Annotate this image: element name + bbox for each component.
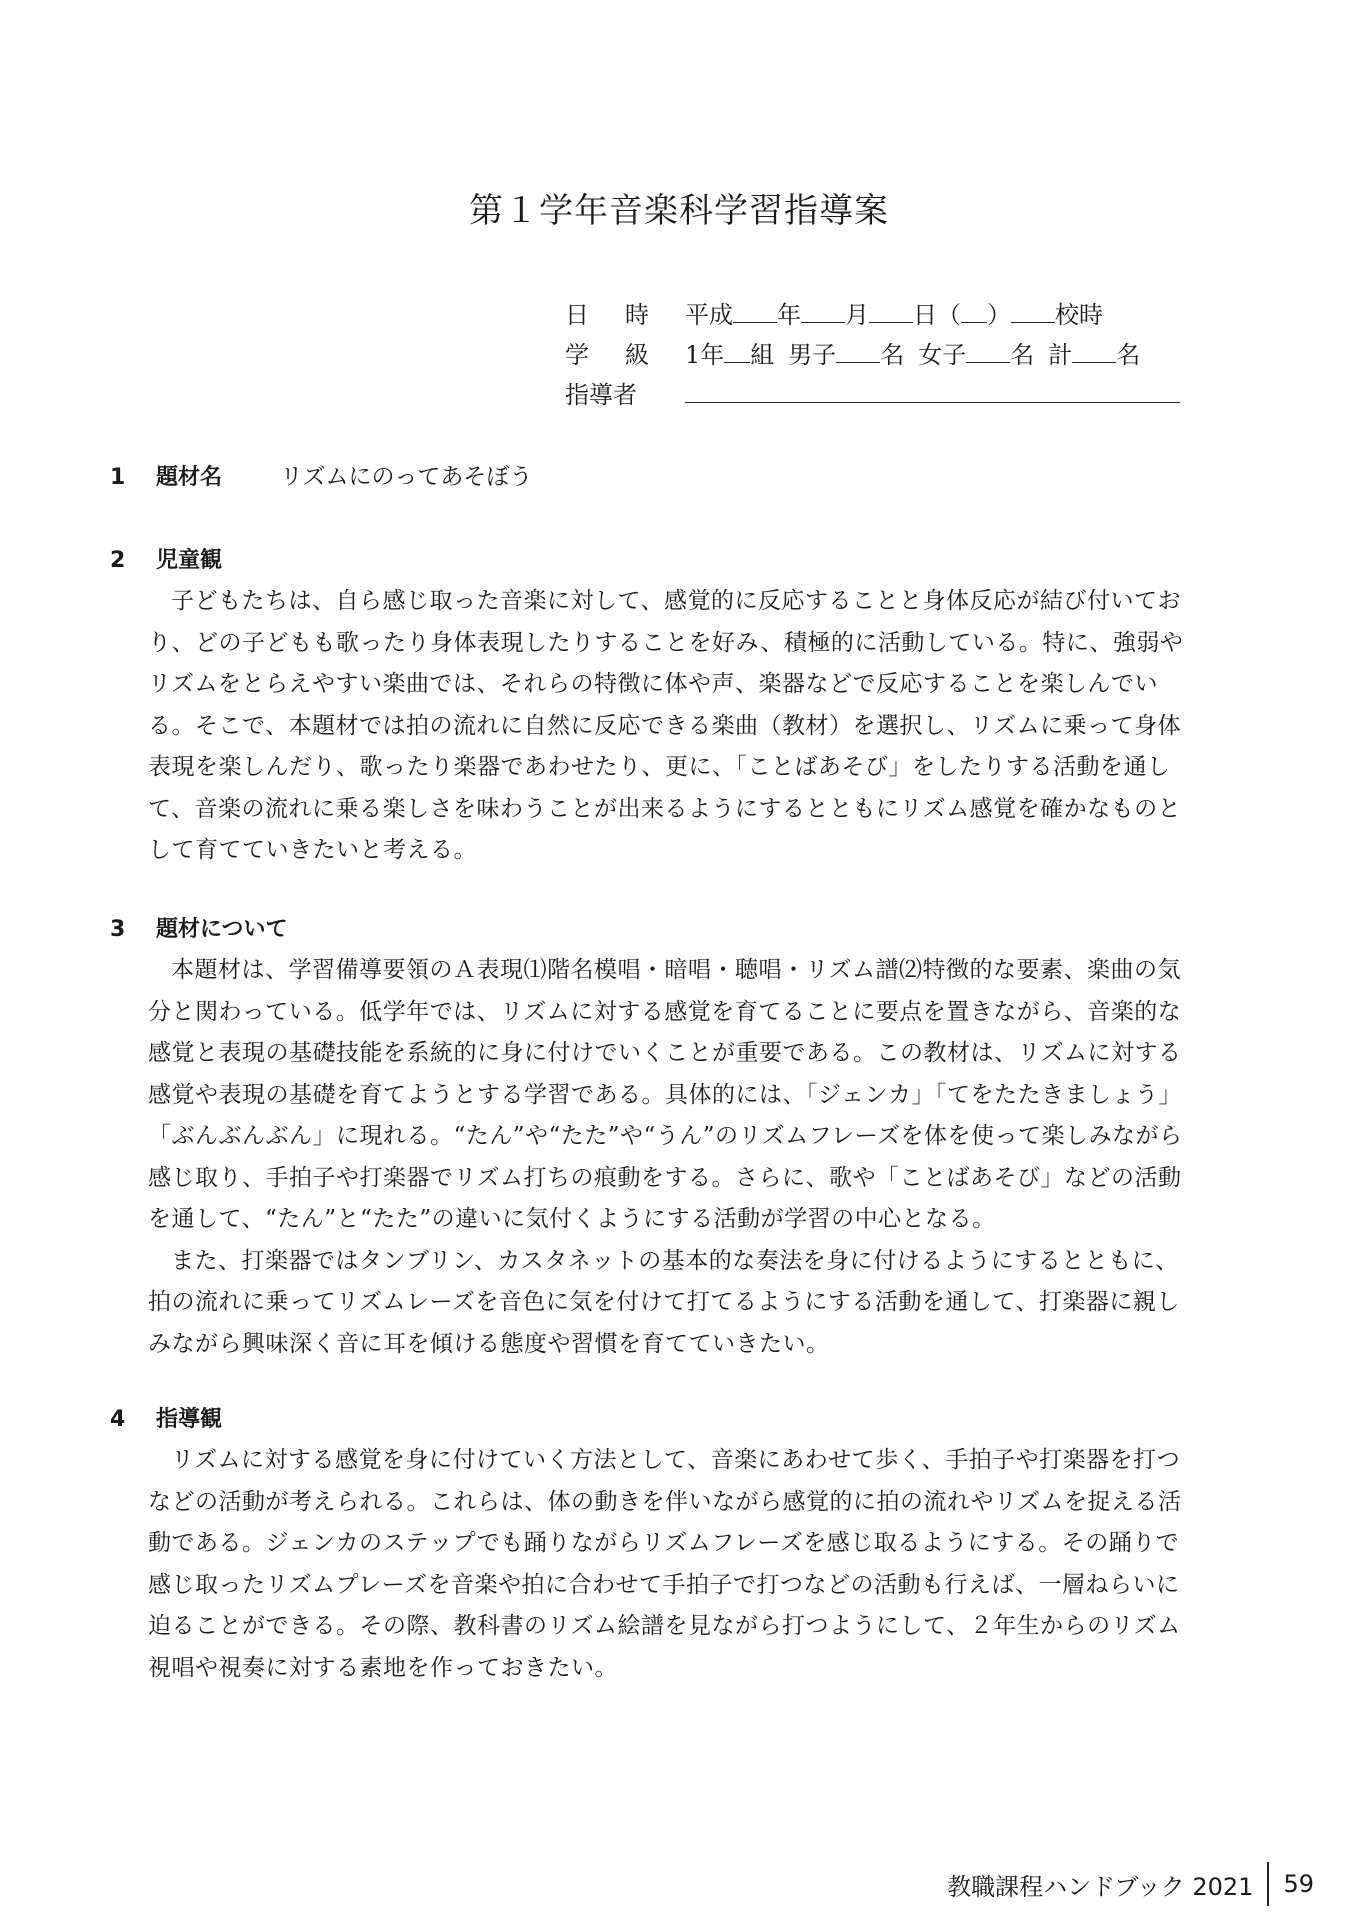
blank-month [801, 298, 845, 323]
section-1 [110, 457, 1190, 497]
section-title: 指導観 [156, 1407, 223, 1432]
page-footer [947, 1866, 1314, 1902]
class-label: 学 級 [565, 341, 655, 369]
blank-total [1072, 338, 1116, 363]
blank-period [1011, 298, 1055, 323]
class-row: 学 級 1年 組 男子 名 女子 名 計 名 [565, 335, 1180, 375]
book-title: 教職課程ハンドブック 2021 [947, 1872, 1254, 1901]
footer-divider [1267, 1862, 1269, 1906]
blank-class [724, 338, 750, 363]
section-4 [110, 1400, 1190, 1689]
section-heading [110, 910, 1190, 950]
date-label: 日 時 [565, 301, 655, 329]
section-heading [110, 541, 1190, 581]
blank-teacher [685, 378, 1180, 403]
section-heading [110, 457, 1190, 497]
section-number: 4 [110, 1407, 126, 1432]
section-inline-text: リズムにのってあそぼう [280, 464, 533, 490]
section-2 [110, 541, 1190, 872]
paragraph: また、打楽器ではタンブリン、カスタネットの基本的な奏法を身に付けるようにするとともに、拍の流れに乗ってリズムレーズを音色に気を付けて打てるようにする活動を通して、打楽器に親しみながら興味深く音に耳を傾ける態度や習慣を育てていきたい。 [148, 1247, 1180, 1357]
teacher-label: 指導者 [565, 381, 637, 409]
blank-girls [966, 338, 1010, 363]
paragraph: 本題材は、学習備導要領のＡ表現⑴階名模唱・暗唱・聴唱・リズム譜⑵特徴的な要素、楽曲の気分と関わっている。低学年では、リズムに対する感覚を育てることに要点を置きながら、音楽的な感覚と表現の基礎技能を系統的に身に付けでいくことが重要である。この教材は、リズムに対する感覚や表現の基礎を育てようとする学習である。具体的には、「ジェンカ」「てをたたきましょう」「ぶんぶんぶん」に現れる。“たん”や“たた”や“うん”のリズムフレーズを体を使って楽しみながら感じ取り、手拍子や打楽器でリズム打ちの痕動をする。さらに、歌や「ことばあそび」などの活動を通して、“たん”と“たた”の違いに気付くようにする活動が学習の中心となる。 [148, 957, 1183, 1232]
section-title: 題材について [156, 917, 288, 942]
blank-year [733, 298, 777, 323]
section-body [110, 581, 1190, 872]
blank-boys [836, 338, 880, 363]
section-number: 1 [110, 465, 126, 490]
teacher-row [565, 375, 1180, 415]
section-title: 題材名 [156, 465, 223, 490]
section-number: 2 [110, 548, 126, 573]
lesson-info-block [565, 295, 1180, 415]
date-row: 日 時 平成 年 月 日（ ） 校時 [565, 295, 1180, 335]
section-body [110, 1440, 1190, 1689]
page-title: 第１学年音楽科学習指導案 [469, 191, 889, 231]
section-body [110, 950, 1190, 1365]
section-3 [110, 910, 1190, 1365]
blank-weekday [961, 298, 987, 323]
page-number: 59 [1283, 1870, 1314, 1898]
paragraph: リズムに対する感覚を身に付けていく方法として、音楽にあわせて歩く、手拍子や打楽器を打つなどの活動が考えられる。これらは、体の動きを伴いながら感覚的に拍の流れやリズムを捉える活動である。ジェンカのステップでも踊りながらリズムフレーズを感じ取るようにする。その踊りで感じ取ったリズムプレーズを音楽や拍に合わせて手拍子で打つなどの活動も行えば、一層ねらいに迫ることができる。その際、教科書のリズム絵譜を見ながら打つようにして、２年生からのリズム視唱や視奏に対する素地を作っておきたい。 [148, 1447, 1182, 1681]
section-number: 3 [110, 917, 126, 942]
section-title: 児童観 [156, 548, 223, 573]
section-heading [110, 1400, 1190, 1440]
blank-day [869, 298, 913, 323]
paragraph: 子どもたちは、自ら感じ取った音楽に対して、感覚的に反応することと身体反応が結び付いており、どの子どもも歌ったり身体表現したりすることを好み、積極的に活動している。特に、強弱やリズムをとらえやすい楽曲では、それらの特徴に体や声、楽器などで反応することを楽しんでいる。そこで、本題材では拍の流れに自然に反応できる楽曲（教材）を選択し、リズムに乗って身体表現を楽しんだり、歌ったり楽器であわせたり、更に、「ことばあそび」をしたりする活動を通して、音楽の流れに乗る楽しさを味わうことが出来るようにするとともにリズム感覚を確かなものとして育てていきたいと考える。 [148, 588, 1184, 863]
